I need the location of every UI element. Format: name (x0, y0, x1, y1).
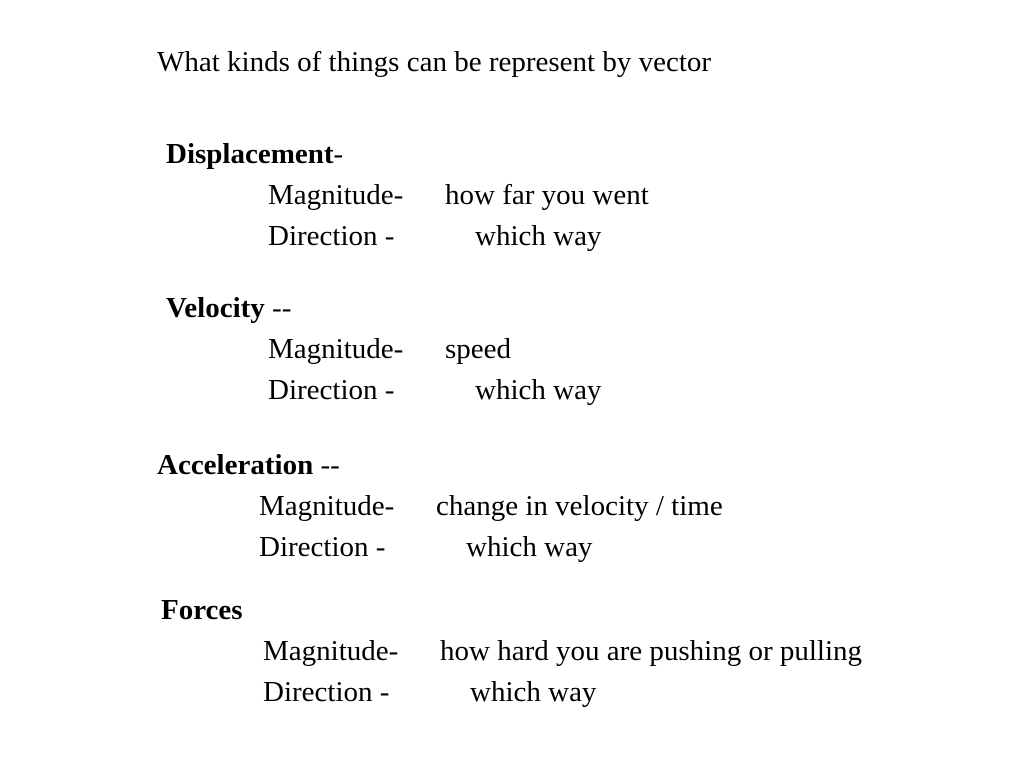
magnitude-value: change in velocity / time (436, 490, 723, 522)
direction-label: Direction - (268, 220, 395, 252)
section-heading (157, 445, 340, 486)
magnitude-row (166, 175, 649, 216)
direction-value: which way (466, 531, 593, 563)
direction-label: Direction - (263, 676, 390, 708)
term-label: Displacement (166, 138, 334, 170)
term-suffix: -- (264, 292, 292, 324)
term-suffix: -- (313, 449, 340, 481)
magnitude-label: Magnitude- (263, 635, 399, 667)
section-heading (166, 288, 291, 329)
term-label: Acceleration (157, 449, 314, 481)
term-label: Velocity (166, 292, 265, 324)
direction-label: Direction - (259, 531, 386, 563)
direction-row (166, 370, 602, 411)
direction-value: which way (475, 374, 602, 406)
magnitude-label: Magnitude- (259, 490, 395, 522)
direction-value: which way (470, 676, 597, 708)
magnitude-value: how far you went (445, 179, 649, 211)
section-velocity (166, 288, 602, 411)
magnitude-label: Magnitude- (268, 179, 404, 211)
magnitude-row (166, 329, 512, 370)
page-title: What kinds of things can be represent by vector (157, 46, 712, 78)
direction-row (157, 527, 593, 568)
direction-label: Direction - (268, 374, 395, 406)
magnitude-value: speed (445, 333, 512, 365)
direction-row (166, 216, 602, 257)
term-suffix: - (333, 138, 344, 170)
section-acceleration (157, 445, 723, 568)
direction-value: which way (475, 220, 602, 252)
term-label: Forces (161, 594, 243, 626)
section-heading (166, 134, 343, 175)
section-forces (161, 590, 863, 713)
magnitude-label: Magnitude- (268, 333, 404, 365)
section-displacement (166, 134, 649, 257)
magnitude-row (161, 631, 863, 672)
magnitude-row (157, 486, 723, 527)
direction-row (161, 672, 597, 713)
section-heading (161, 590, 243, 631)
magnitude-value: how hard you are pushing or pulling (440, 635, 863, 667)
